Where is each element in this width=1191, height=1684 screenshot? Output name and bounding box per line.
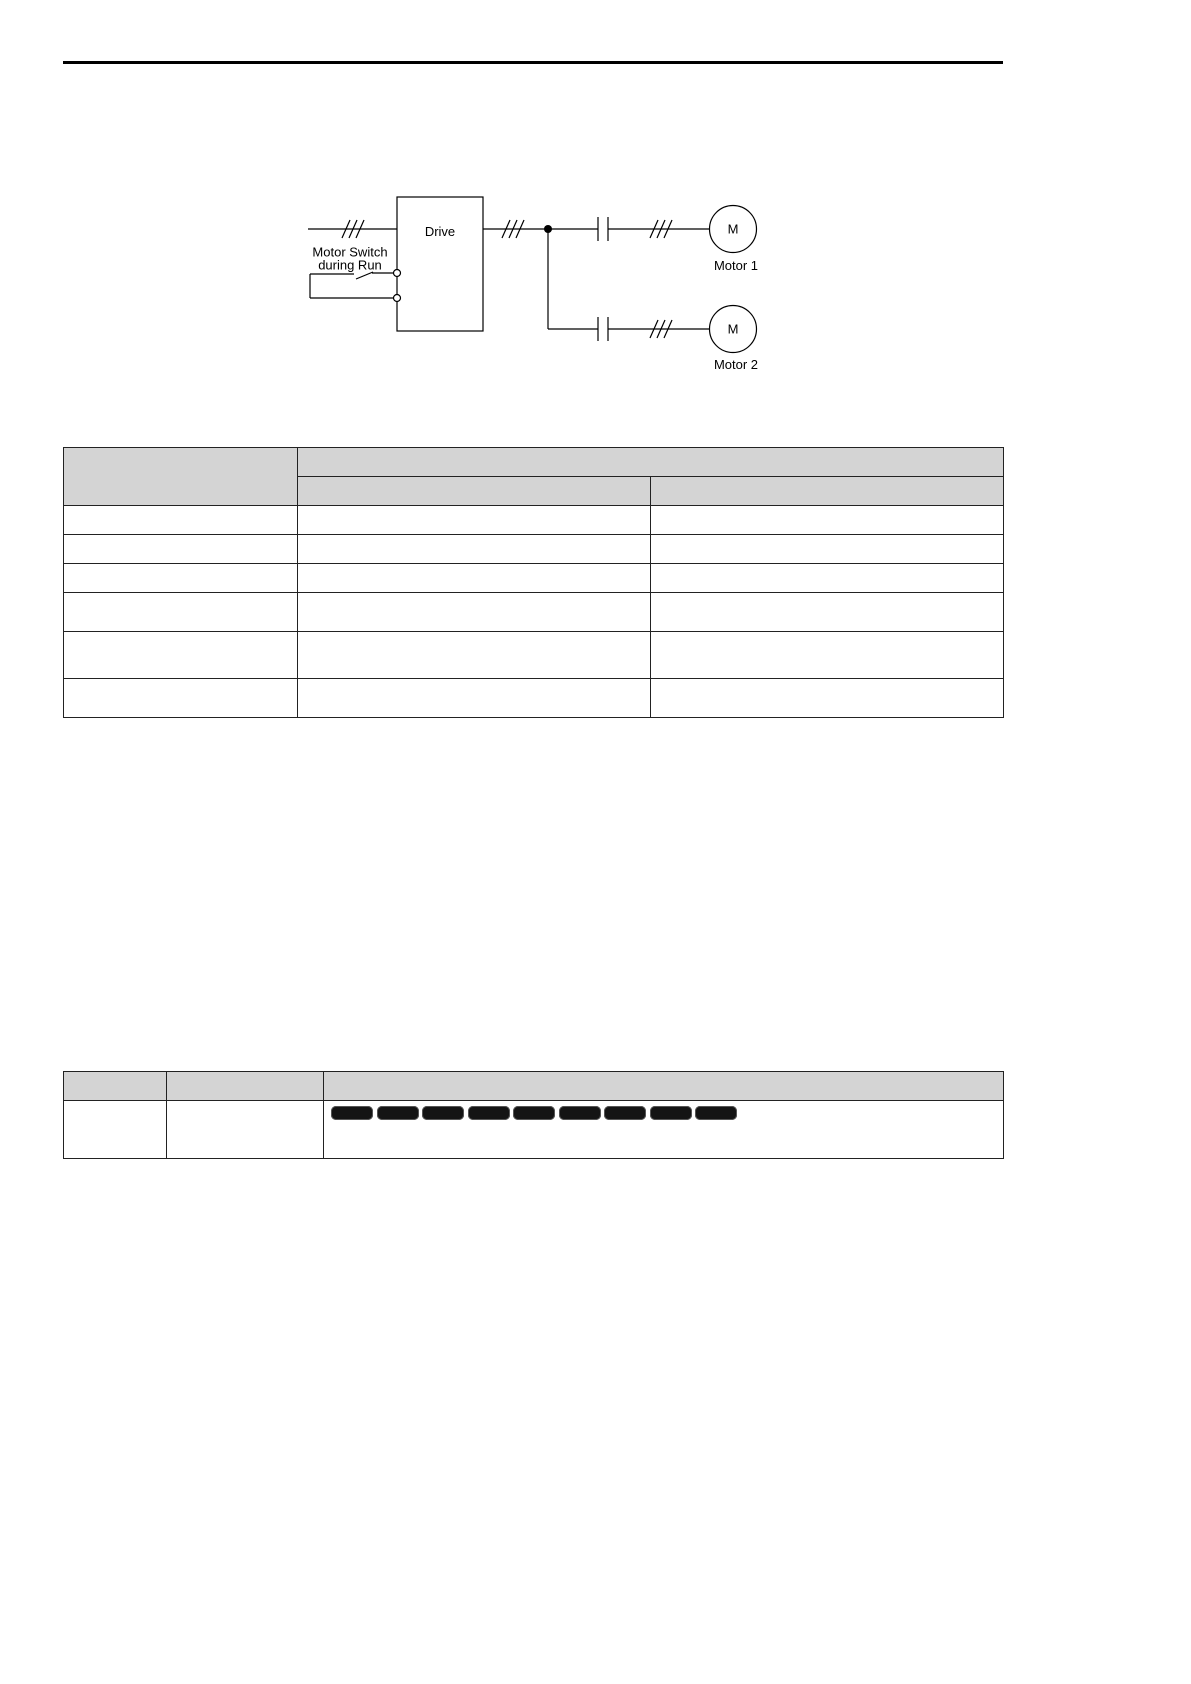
table1-r3-c2 (298, 564, 651, 593)
table1-r6-c1 (64, 679, 298, 718)
table-row (64, 535, 1004, 564)
motor1-label: Motor 1 (713, 258, 759, 273)
table1-r4-c3 (651, 593, 1004, 632)
table-row (64, 679, 1004, 718)
table-row (64, 506, 1004, 535)
table1-r3-c1 (64, 564, 298, 593)
table1-r1-c1 (64, 506, 298, 535)
mode-badge (604, 1106, 646, 1120)
motor1-symbol: M (727, 221, 739, 237)
table2-header-col1 (64, 1072, 167, 1101)
table1-r6-c3 (651, 679, 1004, 718)
table1-r5-c3 (651, 632, 1004, 679)
table1-r2-c3 (651, 535, 1004, 564)
table1-r5-c1 (64, 632, 298, 679)
drive-label: Drive (424, 224, 456, 239)
motor2-label: Motor 2 (713, 357, 759, 372)
table2-r1-c2 (167, 1101, 324, 1159)
table1-header-col1 (64, 448, 298, 506)
table1-r4-c1 (64, 593, 298, 632)
settings-table (63, 447, 1004, 718)
terminal-2 (394, 295, 401, 302)
junction-dot (544, 225, 552, 233)
terminal-1 (394, 270, 401, 277)
motor-switch-contact (310, 272, 394, 298)
table1-r1-c2 (298, 506, 651, 535)
table1-r2-c2 (298, 535, 651, 564)
table1-r2-c1 (64, 535, 298, 564)
table1-subheader-col3 (651, 477, 1004, 506)
table-row (64, 593, 1004, 632)
wiring-diagram (0, 0, 1191, 400)
control-mode-badges (324, 1101, 1003, 1120)
table1-header-group (298, 448, 1004, 477)
table1-r4-c2 (298, 593, 651, 632)
switch-label-line2: during Run (318, 257, 382, 273)
table2-header-col3 (324, 1072, 1004, 1101)
table2-header-col2 (167, 1072, 324, 1101)
mode-badge (331, 1106, 373, 1120)
table1-r1-c3 (651, 506, 1004, 535)
table-row (64, 1101, 1004, 1159)
mode-badge (559, 1106, 601, 1120)
table1-subheader-col2 (298, 477, 651, 506)
table-row (64, 632, 1004, 679)
switch-label-line1: Motor Switch (312, 244, 388, 260)
contactor-motor2 (598, 317, 608, 341)
table1-r3-c3 (651, 564, 1004, 593)
mode-badge (468, 1106, 510, 1120)
mode-badge (650, 1106, 692, 1120)
table2-r1-c1 (64, 1101, 167, 1159)
drive-box (397, 197, 483, 331)
motor2-symbol: M (727, 321, 739, 337)
mode-badge (377, 1106, 419, 1120)
table1-r6-c2 (298, 679, 651, 718)
table1-r5-c2 (298, 632, 651, 679)
mode-badge (422, 1106, 464, 1120)
mode-badge (695, 1106, 737, 1120)
contactor-motor1 (598, 217, 608, 241)
mode-badge (513, 1106, 555, 1120)
table2-r1-c3 (324, 1101, 1004, 1159)
table-row (64, 564, 1004, 593)
parameter-table (63, 1071, 1004, 1159)
